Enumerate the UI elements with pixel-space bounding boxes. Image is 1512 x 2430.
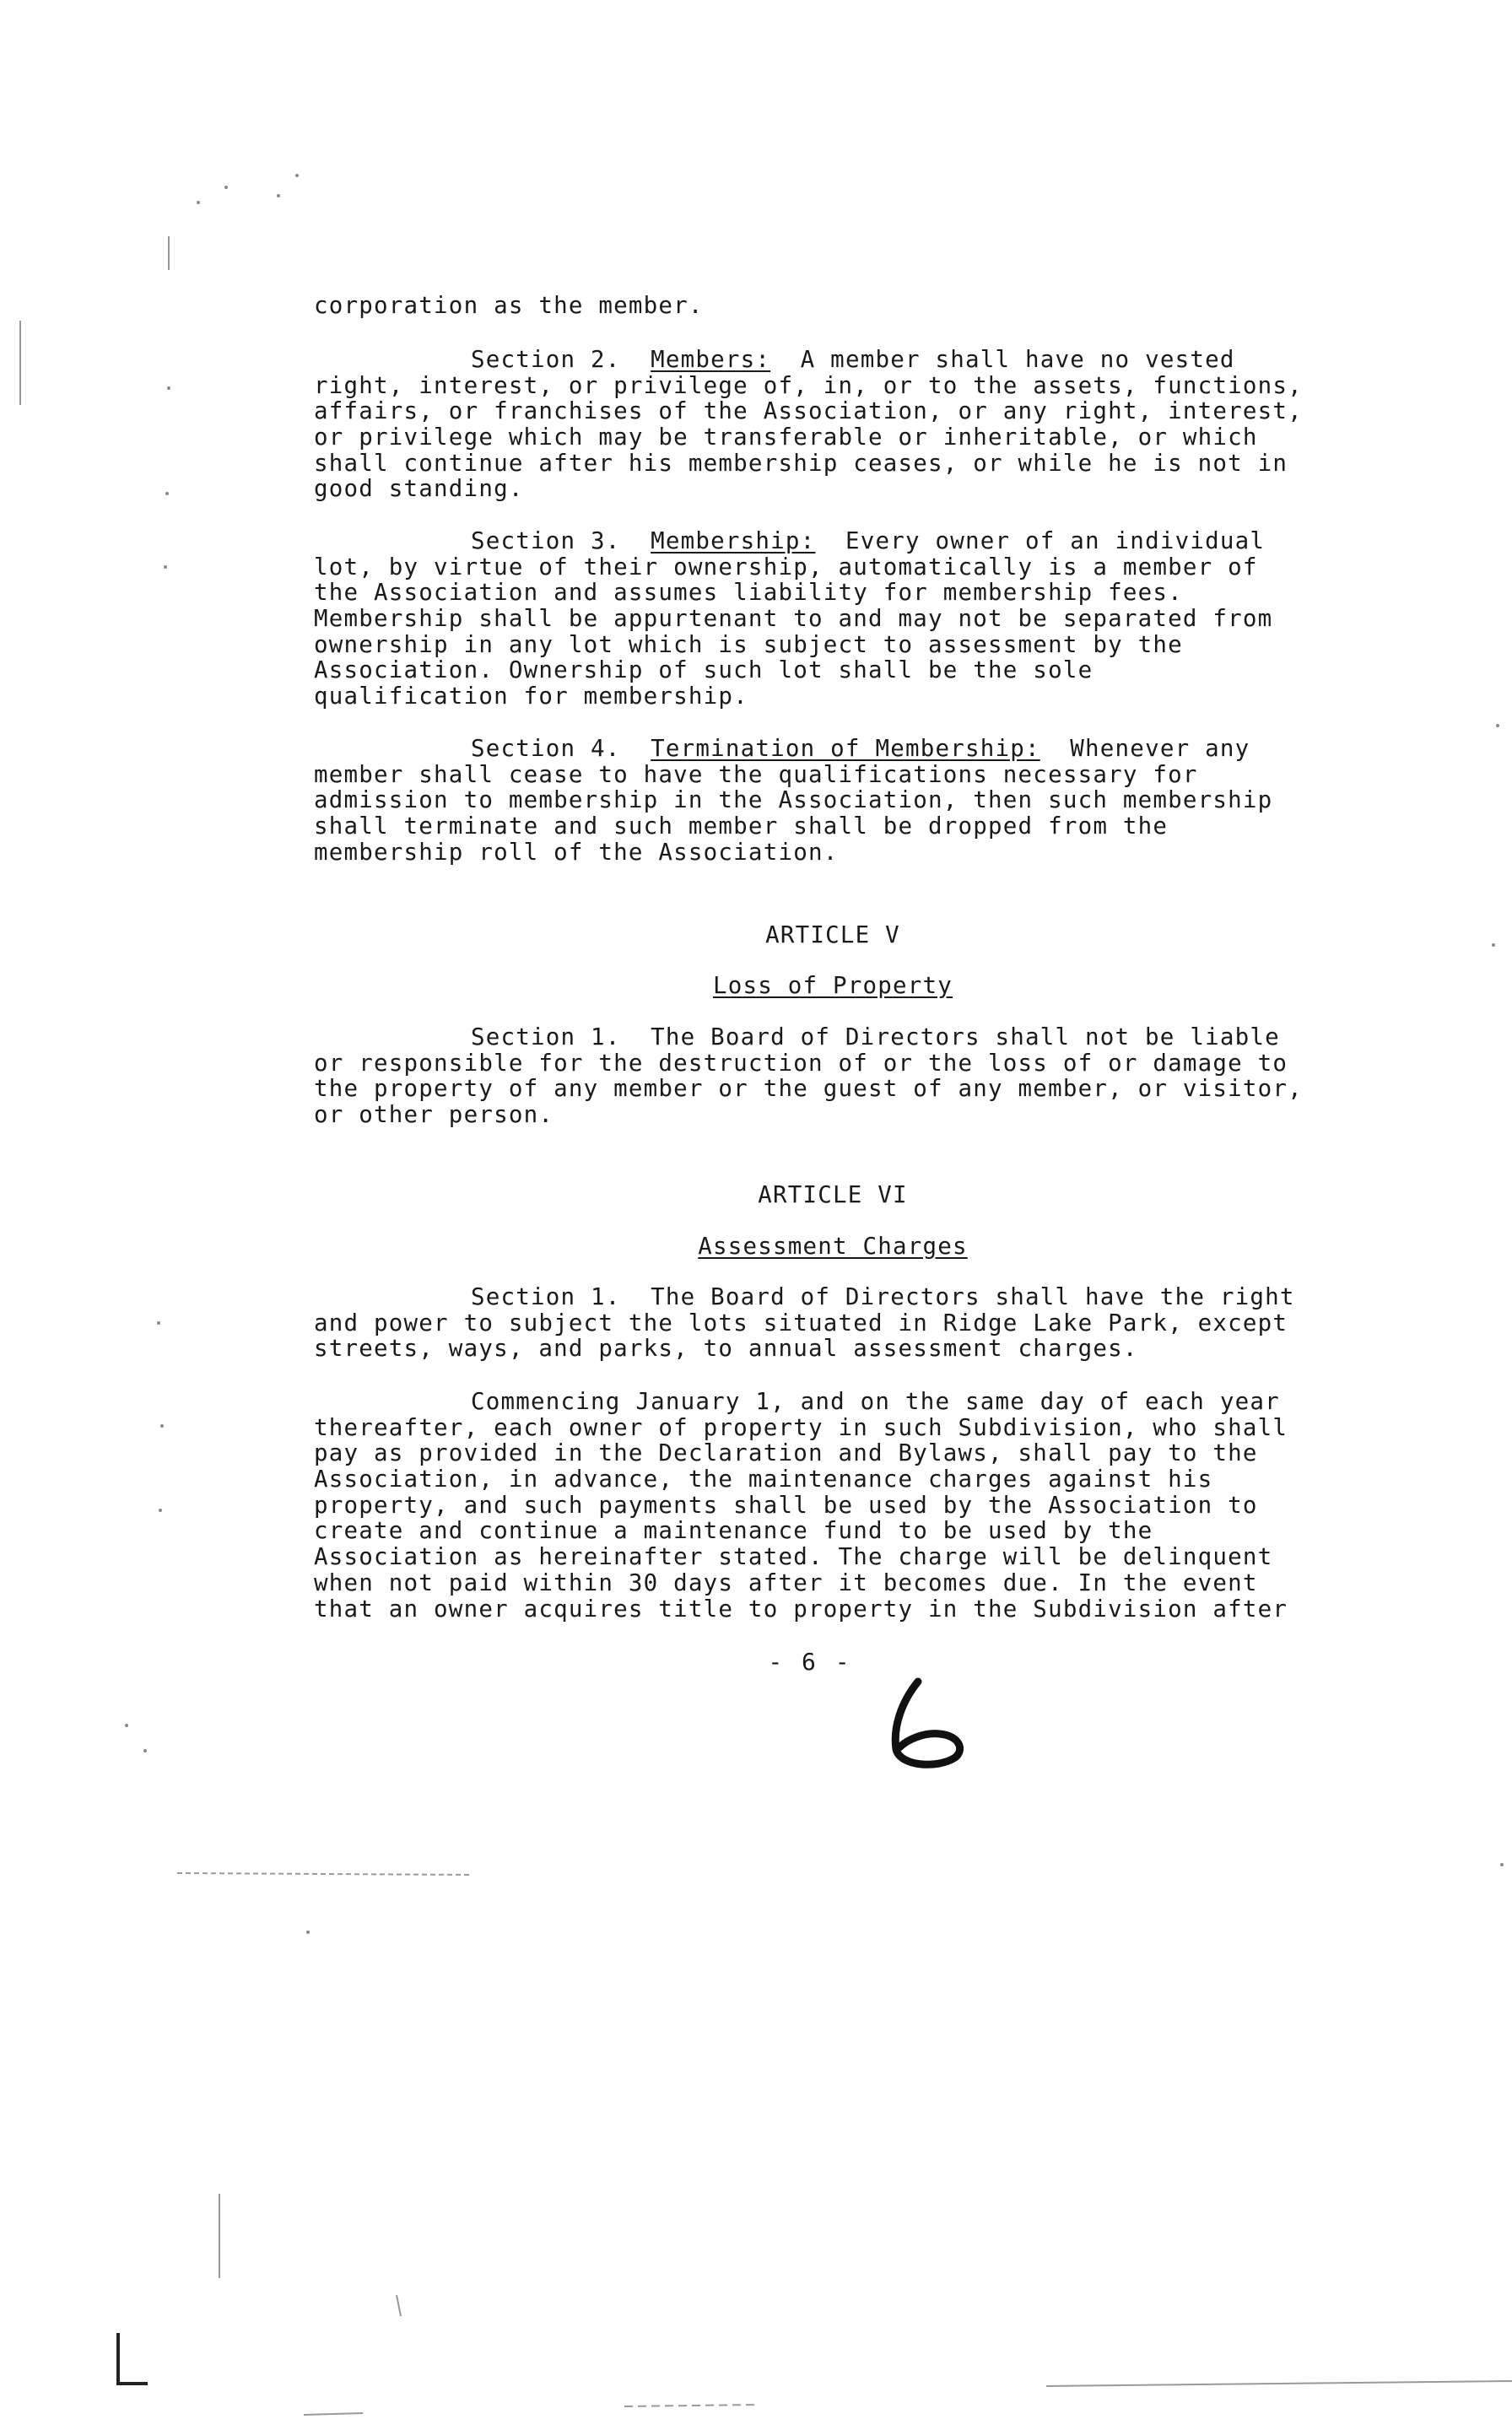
section-3-membership	[314, 528, 1352, 710]
section-text: A member shall have no vested	[800, 346, 1235, 373]
article-v-title: ARTICLE V	[765, 921, 900, 948]
section-text: The Board of Directors shall not be liable	[651, 1023, 1280, 1050]
section-heading: Membership:	[651, 527, 816, 554]
article-vi-title: ARTICLE VI	[758, 1181, 908, 1208]
paragraph-text: property, and such payments shall be used by the Association to	[314, 1491, 1258, 1519]
section-text: or privilege which may be transferable or inheritable, or which	[314, 424, 1258, 451]
section-text: qualification for membership.	[314, 683, 748, 710]
section-text: member shall cease to have the qualifications necessary for	[314, 760, 1198, 788]
section-text: streets, ways, and parks, to annual assessment charges.	[314, 1335, 1138, 1363]
article-v-section-1	[314, 1024, 1352, 1128]
section-text: lot, by virtue of their ownership, automatically is a member of	[314, 553, 1258, 580]
section-text: Association. Ownership of such lot shall be the sole	[314, 656, 1094, 684]
paragraph-text: when not paid within 30 days after it becomes due. In the event	[314, 1569, 1258, 1596]
section-text: or other person.	[314, 1101, 554, 1129]
section-label: Section 3.	[471, 527, 621, 554]
article-vi-paragraph	[314, 1389, 1352, 1622]
page-number: - 6 -	[768, 1648, 852, 1676]
section-text: Membership shall be appurtenant to and may not be separated from	[314, 605, 1273, 633]
section-2-members	[314, 347, 1352, 502]
article-v-subtitle: Loss of Property	[712, 972, 953, 999]
paragraph-text: Commencing January 1, and on the same day of each year	[471, 1388, 1280, 1415]
section-text: the property of any member or the guest of any member, or visitor,	[314, 1075, 1303, 1103]
section-text: ownership in any lot which is subject to assessment by the	[314, 630, 1183, 658]
section-text: or responsible for the destruction of or the loss of or damage to	[314, 1049, 1288, 1077]
section-text: shall terminate and such member shall be dropped from the	[314, 813, 1169, 840]
paragraph-text: Association as hereinafter stated. The charge will be delinquent	[314, 1543, 1273, 1571]
section-heading: Termination of Membership:	[651, 735, 1040, 762]
paragraph-text: that an owner acquires title to property in the Subdivision after	[314, 1595, 1288, 1623]
section-text: admission to membership in the Association, then such membership	[314, 786, 1273, 814]
section-text: the Association and assumes liability for membership fees.	[314, 579, 1183, 607]
article-vi-subtitle: Assessment Charges	[698, 1233, 968, 1260]
section-text: membership roll of the Association.	[314, 838, 839, 866]
paragraph-text: pay as provided in the Declaration and Bylaws, shall pay to the	[314, 1439, 1258, 1467]
section-heading: Members:	[651, 346, 771, 373]
section-text: Whenever any	[1070, 735, 1250, 762]
section-text: and power to subject the lots situated in Ridge Lake Park, except	[314, 1309, 1288, 1336]
section-text: The Board of Directors shall have the right	[651, 1283, 1295, 1310]
section-text: Every owner of an individual	[845, 527, 1266, 554]
section-label: Section 4.	[471, 735, 621, 762]
section-label: Section 1.	[471, 1023, 621, 1050]
section-4-termination	[314, 736, 1352, 865]
handwritten-six-mark	[878, 1675, 970, 1776]
section-text: good standing.	[314, 475, 524, 503]
section-label: Section 1.	[471, 1283, 621, 1310]
article-vi-section-1	[314, 1284, 1352, 1362]
section-text: right, interest, or privilege of, in, or to the assets, functions,	[314, 371, 1303, 399]
paragraph-text: thereafter, each owner of property in such Subdivision, who shall	[314, 1413, 1288, 1441]
carryover-text: corporation as the member.	[314, 292, 704, 319]
paragraph-text: create and continue a maintenance fund to be used by the	[314, 1517, 1153, 1545]
section-label: Section 2.	[471, 346, 621, 373]
article-v-subtitle-wrap	[314, 972, 1352, 999]
paragraph-text: Association, in advance, the maintenance charges against his	[314, 1466, 1213, 1493]
section-text: affairs, or franchises of the Association, or any right, interest,	[314, 397, 1303, 425]
article-vi-subtitle-wrap	[314, 1233, 1352, 1260]
section-text: shall continue after his membership ceases, or while he is not in	[314, 449, 1288, 477]
